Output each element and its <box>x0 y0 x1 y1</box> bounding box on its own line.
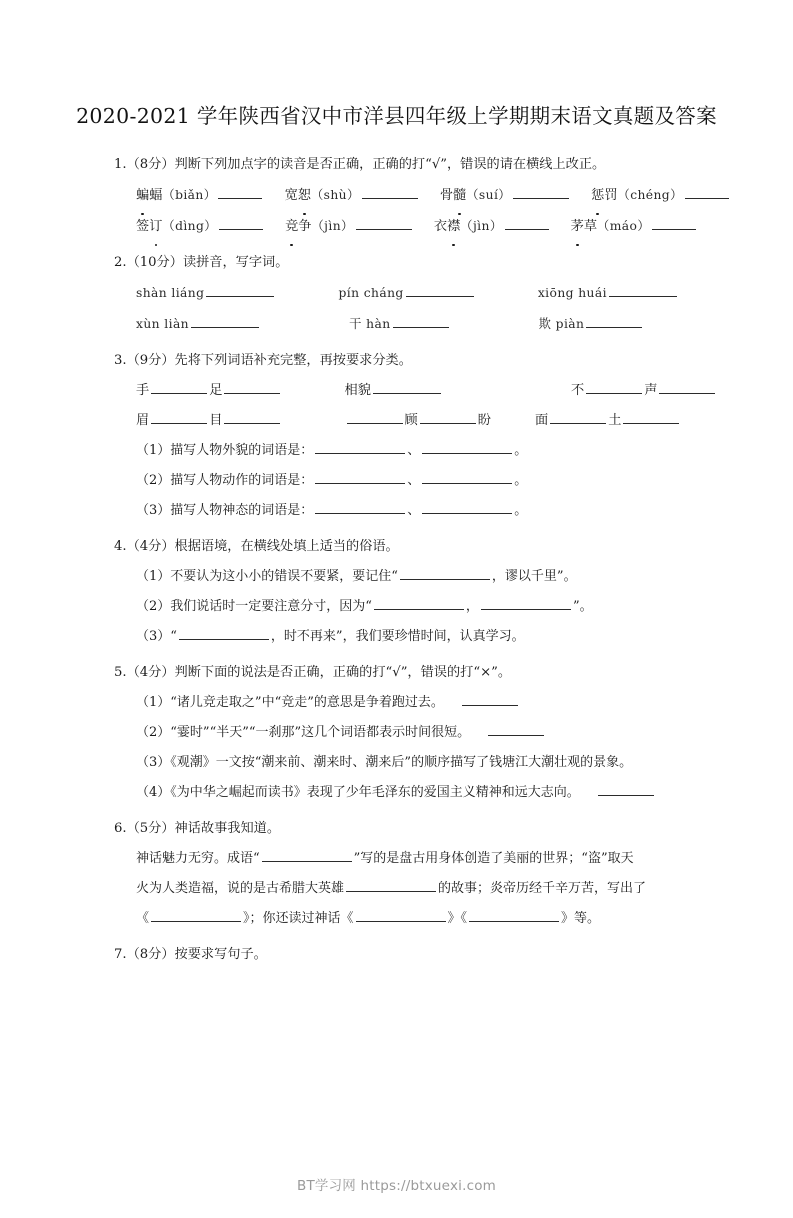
q3-sub-2-blank-b[interactable] <box>422 471 512 484</box>
q1-prompt: 判断下列加点字的读音是否正确，正确的打“√”，错误的请在横线上改正。 <box>174 157 606 172</box>
q6-line-2 <box>58 874 735 904</box>
q2-pinyin-5: 干 hàn <box>349 317 391 331</box>
q4-sub-3 <box>58 622 735 652</box>
q3-blank-4[interactable] <box>586 381 642 394</box>
q6-line-3-c: 》《 <box>447 911 468 926</box>
q1-item-1: 蝙蝠（biǎn） <box>136 180 216 211</box>
q1-item-8: 茅草（máo） <box>571 211 650 242</box>
footer-watermark: BT学习网 https://btxuexi.com <box>296 1178 497 1194</box>
q3-sub-3-blank-a[interactable] <box>315 501 405 514</box>
q1-item-6-pinyin: （jìn） <box>311 219 354 233</box>
q5-sub-1 <box>58 688 735 718</box>
questions-container <box>58 150 735 970</box>
q3-blank-3[interactable] <box>373 381 441 394</box>
q4-sub-2-blank-b[interactable] <box>481 597 571 610</box>
q4-score: （4分） <box>126 539 175 554</box>
question-7-header <box>114 940 735 970</box>
q1-row-2 <box>58 211 735 242</box>
q4-sub-1-tail: ，谬以千里”。 <box>491 569 577 584</box>
q1-blank-4[interactable] <box>685 186 729 199</box>
q4-sub-2-tail: ”。 <box>572 599 593 614</box>
q5-sub-2-blank[interactable] <box>488 723 544 736</box>
q3-blank-11[interactable] <box>623 411 679 424</box>
q2-pinyin-6: 欺 piàn <box>538 317 585 331</box>
q5-sub-4 <box>58 778 735 808</box>
q5-score: （4分） <box>126 665 175 680</box>
q6-line-2-b: 的故事；炎帝历经千辛万苦，写出了 <box>438 881 647 896</box>
q3-blank-8[interactable] <box>347 411 403 424</box>
q6-blank-4[interactable] <box>356 909 446 922</box>
q4-sub-3-tail: ，时不再来”，我们要珍惜时间，认真学习。 <box>270 629 525 644</box>
q3-char-mei: 眉 <box>136 413 150 428</box>
q7-score: （8分） <box>126 947 175 962</box>
q3-char-shou: 手 <box>136 383 150 398</box>
q3-char-mian: 面 <box>535 413 549 428</box>
q2-blank-6[interactable] <box>586 315 642 328</box>
q1-blank-5[interactable] <box>219 217 263 230</box>
q1-row-1 <box>58 180 735 211</box>
q2-pinyin-2: pín cháng <box>338 286 404 300</box>
q4-sub-2-blank-a[interactable] <box>374 597 464 610</box>
q2-pinyin-4: xùn liàn <box>136 317 189 331</box>
q6-blank-3[interactable] <box>151 909 241 922</box>
q1-item-7: 衣襟（jìn） <box>434 211 503 242</box>
q3-char-gu: 顾 <box>404 413 418 428</box>
q6-line-3-b: 》；你还读过神话《 <box>243 911 354 926</box>
question-2-header <box>114 248 735 278</box>
q3-sub-2-blank-a[interactable] <box>315 471 405 484</box>
q1-item-7-pinyin: （jìn） <box>460 219 503 233</box>
q5-prompt: 判断下面的说法是否正确，正确的打“√”，错误的打“×”。 <box>174 665 512 680</box>
q1-item-2: 宽恕（shù） <box>285 180 360 211</box>
q6-blank-1[interactable] <box>262 849 352 862</box>
q3-blank-9[interactable] <box>420 411 476 424</box>
q2-blank-1[interactable] <box>206 284 274 297</box>
q5-sub-1-blank[interactable] <box>462 693 518 706</box>
q2-number: 2. <box>114 255 127 270</box>
q3-char-xiangmao: 相貌 <box>344 383 371 398</box>
q4-sub-1-blank[interactable] <box>400 567 490 580</box>
q4-sub-2-lead: （2）我们说话时一定要注意分寸，因为“ <box>136 599 372 614</box>
q3-sub-1-blank-b[interactable] <box>422 441 512 454</box>
q7-number: 7. <box>114 947 127 962</box>
q1-blank-8[interactable] <box>652 217 696 230</box>
q4-number: 4. <box>114 539 127 554</box>
q1-score: （8分） <box>126 157 175 172</box>
q3-prompt: 先将下列词语补充完整，再按要求分类。 <box>174 353 412 368</box>
q6-blank-2[interactable] <box>346 879 436 892</box>
question-1-header <box>114 150 735 180</box>
q5-sub-4-text: （4）《为中华之崛起而读书》表现了少年毛泽东的爱国主义精神和远大志向。 <box>136 785 580 800</box>
q4-sub-2 <box>58 592 735 622</box>
q3-sub-3-text: （3）描写人物神态的词语是： <box>136 503 314 518</box>
q5-sub-1-text: （1）“诸儿竞走取之”中“竞走”的意思是争着跑过去。 <box>136 695 444 710</box>
q4-prompt: 根据语境，在横线处填上适当的俗语。 <box>174 539 399 554</box>
q1-item-5: 签订（dìng） <box>136 211 217 242</box>
q1-blank-7[interactable] <box>505 217 549 230</box>
q6-line-2-a: 火为人类造福，说的是古希腊大英雄 <box>136 881 345 896</box>
q6-line-1-a: 神话魅力无穷。成语“ <box>136 851 260 866</box>
q3-blank-5[interactable] <box>659 381 715 394</box>
q4-sub-1-lead: （1）不要认为这小小的错误不要紧，要记住“ <box>136 569 398 584</box>
q5-number: 5. <box>114 665 127 680</box>
question-6-header <box>114 814 735 844</box>
q4-sub-3-lead: （3）“ <box>136 629 177 644</box>
q1-blank-6[interactable] <box>356 217 412 230</box>
q3-sub-3: （3）描写人物神态的词语是： 、 。 <box>58 496 735 526</box>
q6-score: （5分） <box>126 821 175 836</box>
exam-page <box>0 96 793 1218</box>
q3-sub-2: （2）描写人物动作的词语是： 、 。 <box>58 466 735 496</box>
q3-char-zu: 足 <box>209 383 223 398</box>
q1-number: 1. <box>114 157 127 172</box>
q1-item-3-pinyin: （suí） <box>466 188 511 202</box>
q5-sub-3 <box>58 748 735 778</box>
q3-char-sheng: 声 <box>644 383 658 398</box>
q2-blank-4[interactable] <box>191 315 259 328</box>
q3-number: 3. <box>114 353 127 368</box>
q3-row-2 <box>58 406 735 436</box>
q3-blank-1[interactable] <box>151 381 207 394</box>
q1-blank-1[interactable] <box>218 186 262 199</box>
q6-blank-5[interactable] <box>469 909 559 922</box>
q6-line-1-b: ”写的是盘古用身体创造了美丽的世界；“盗”取天 <box>353 851 634 866</box>
question-3-header <box>114 346 735 376</box>
page-title: 2020-2021 学年陕西省汉中市洋县四年级上学期期末语文真题及答案 <box>76 104 717 128</box>
q2-row-1 <box>58 278 735 309</box>
q5-sub-2 <box>58 718 735 748</box>
q3-row-1 <box>58 376 735 406</box>
q2-row-2 <box>58 309 735 340</box>
q1-item-8-pinyin: （máo） <box>597 219 651 233</box>
q3-char-bu: 不 <box>571 383 585 398</box>
q1-item-3: 骨髓（suí） <box>440 180 511 211</box>
q1-item-5-pinyin: （dìng） <box>162 219 217 233</box>
q2-pinyin-3: xiōng huái <box>537 286 607 300</box>
q3-char-tu: 土 <box>608 413 622 428</box>
question-5-header <box>114 658 735 688</box>
q2-blank-2[interactable] <box>406 284 474 297</box>
q7-prompt: 按要求写句子。 <box>174 947 267 962</box>
q2-blank-5[interactable] <box>393 315 449 328</box>
q3-char-mu: 目 <box>209 413 223 428</box>
q5-sub-4-blank[interactable] <box>598 783 654 796</box>
q3-char-pan: 盼 <box>477 413 491 428</box>
q3-sub-1-text: （1）描写人物外貌的词语是： <box>136 443 314 458</box>
q6-line-3-a: 《 <box>136 911 150 926</box>
q4-sub-3-blank[interactable] <box>179 627 269 640</box>
q2-prompt: 读拼音，写字词。 <box>182 255 289 270</box>
q6-line-3 <box>58 904 735 934</box>
q3-blank-7[interactable] <box>224 411 280 424</box>
q3-sub-3-blank-b[interactable] <box>422 501 512 514</box>
q4-sub-2-mid: ， <box>465 599 479 614</box>
q1-item-6: 竞争（jìn） <box>285 211 354 242</box>
question-4-header <box>114 532 735 562</box>
q3-sub-2-text: （2）描写人物动作的词语是： <box>136 473 314 488</box>
q3-sub-1: （1）描写人物外貌的词语是： 、 。 <box>58 436 735 466</box>
q6-line-1 <box>58 844 735 874</box>
q5-sub-3-text: （3）《观潮》一文按“潮来前、潮来时、潮来后”的顺序描写了钱塘江大潮壮观的景象。 <box>136 755 633 770</box>
q1-item-1-pinyin: （biǎn） <box>162 188 217 202</box>
q3-sub-1-blank-a[interactable] <box>315 441 405 454</box>
q3-score: （9分） <box>126 353 175 368</box>
q2-blank-3[interactable] <box>609 284 677 297</box>
q1-item-2-pinyin: （shù） <box>310 188 360 202</box>
q2-pinyin-1: shàn liáng <box>136 286 205 300</box>
q4-sub-1 <box>58 562 735 592</box>
q3-blank-2[interactable] <box>224 381 280 394</box>
q6-prompt: 神话故事我知道。 <box>174 821 281 836</box>
q5-sub-2-text: （2）“霎时”“半天”“一刹那”这几个词语都表示时间很短。 <box>136 725 471 740</box>
q6-line-3-d: 》等。 <box>561 911 601 926</box>
q3-blank-6[interactable] <box>151 411 207 424</box>
q2-score: （10分） <box>126 255 183 270</box>
q1-item-4-pinyin: （chéng） <box>617 188 683 202</box>
q1-item-4: 惩罚（chéng） <box>591 180 683 211</box>
q1-blank-2[interactable] <box>362 186 418 199</box>
q3-blank-10[interactable] <box>550 411 606 424</box>
q1-blank-3[interactable] <box>513 186 569 199</box>
q6-number: 6. <box>114 821 127 836</box>
